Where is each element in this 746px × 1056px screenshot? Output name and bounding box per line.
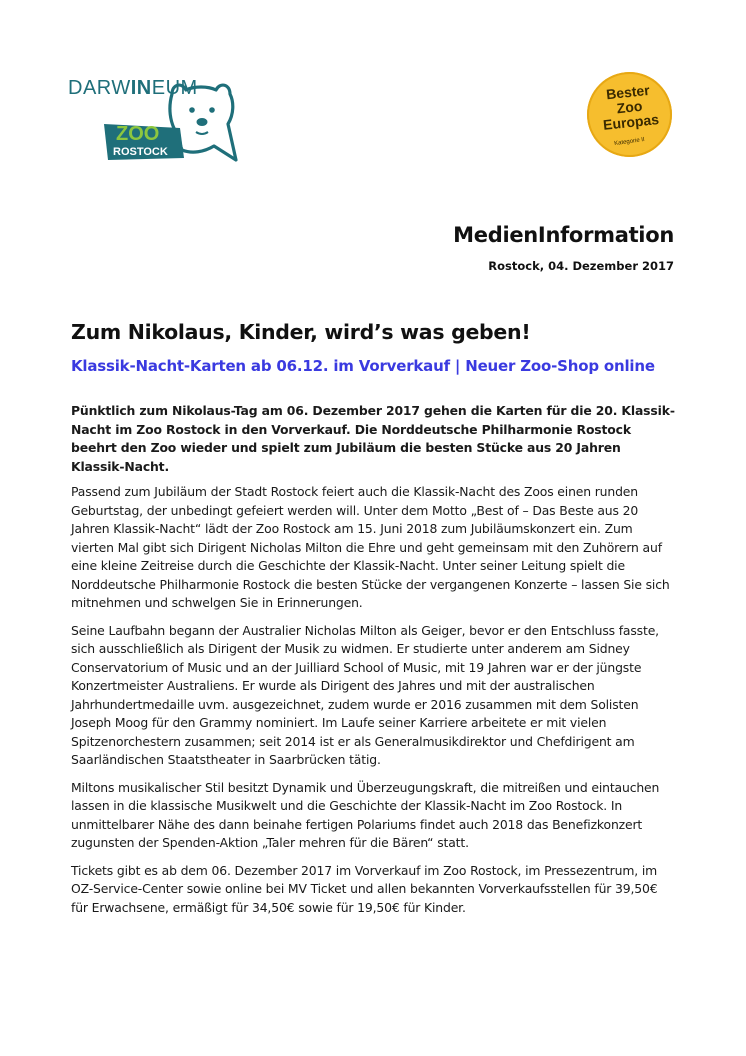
article-subheadline: Klassik-Nacht-Karten ab 06.12. im Vorverkauf | Neuer Zoo-Shop online bbox=[71, 357, 655, 375]
logo-word-part1: DARW bbox=[68, 77, 131, 99]
badge-line2: Zoo bbox=[615, 97, 644, 117]
logo-word-part2: IN bbox=[130, 77, 152, 99]
article-paragraph-2: Seine Laufbahn begann der Australier Nicholas Milton als Geiger, bevor er den Entschluss fasste, sich ausschließlich als Dirigent der Musik zu widmen. Er studierte unter anderem am Sidney Conservatorium of Music und an der Juilliard School of Music, mit 19 Jahren war er der jüngste Konzertmeister Australiens. Er wurde als Dirigent des Jahres und mit der australischen Jahrhundertmedaille uvm. ausgezeichnet, zudem wurde er 2016 zusammen mit dem Solisten Joseph Moog für den Grammy nominiert. Im Laufe seiner Karriere arbeitete er mit vielen Spitzenorchestern zusammen; seit 2014 ist er als Generalmusikdirektor und Chefdirigent am Saarländischen Staatstheater in Saarbrücken tätig. bbox=[71, 622, 659, 767]
article-body bbox=[71, 402, 677, 926]
logo-wordmark bbox=[68, 78, 198, 98]
article-paragraph-1: Passend zum Jubiläum der Stadt Rostock feiert auch die Klassik-Nacht des Zoos einen runden Geburtstag, der unbedingt gefeiert werden will. Unter dem Motto „Best of – Das Beste aus 20 Jahren Klassik-Nacht“ lädt der Zoo Rostock am 15. Juni 2018 zum Jubiläumskonzert ein. Zum vierten Mal gibt sich Dirigent Nicholas Milton die Ehre und geht gemeinsam mit den Zuhörern auf eine kleine Zeitreise durch die Geschichte der Klassik-Nacht. Unter seiner Leitung spielt die Norddeutsche Philharmonie Rostock die besten Stücke der vergangenen Konzerte – lassen Sie sich mitnehmen und schwelgen Sie in Erinnerungen. bbox=[71, 484, 670, 610]
logo-word-part3: EUM bbox=[151, 77, 198, 99]
logo-city-text: ROSTOCK bbox=[113, 146, 168, 158]
badge-subtitle: Kategorie II bbox=[613, 136, 646, 148]
badge-line1: Bester bbox=[605, 81, 651, 103]
article-paragraph-4: Tickets gibt es ab dem 06. Dezember 2017 im Vorverkauf im Zoo Rostock, im Pressezentrum, im OZ-Service-Center sowie online bei MV Ticket und allen bekannten Vorverkaufsstellen für 39,50€ für Erwachsene, ermäßigt für 34,50€ sowie für 19,50€ für Kinder. bbox=[71, 862, 658, 915]
dateline: Rostock, 04. Dezember 2017 bbox=[488, 259, 674, 273]
darwineum-zoo-logo bbox=[68, 72, 240, 164]
badge-title bbox=[585, 81, 674, 135]
badge-line3: Europas bbox=[602, 111, 660, 133]
logo-zoo-text: ZOO bbox=[116, 123, 160, 145]
article-paragraph-3: Miltons musikalischer Stil besitzt Dynamik und Überzeugungskraft, die mitreißen und eintauchen lassen in die klassische Musikwelt und die Geschichte der Klassik-Nacht im Zoo Rostock. In unmittelbarer Nähe des dann beinahe fertigen Polariums findet auch 2018 das Benefizkonzert zugunsten der Spenden-Aktion „Taler mehren für die Bären“ statt. bbox=[71, 779, 660, 850]
article-lead: Pünktlich zum Nikolaus-Tag am 06. Dezember 2017 gehen die Karten für die 20. Klassik-Nacht im Zoo Rostock in den Vorverkauf. Die Norddeutsche Philharmonie Rostock beehrt den Zoo wieder und spielt zum Jubiläum die besten Stücke aus 20 Jahren Klassik-Nacht. bbox=[71, 403, 675, 474]
document-title: MedienInformation bbox=[453, 223, 674, 247]
article-headline: Zum Nikolaus, Kinder, wird’s was geben! bbox=[71, 320, 531, 344]
best-zoo-badge bbox=[587, 72, 672, 157]
